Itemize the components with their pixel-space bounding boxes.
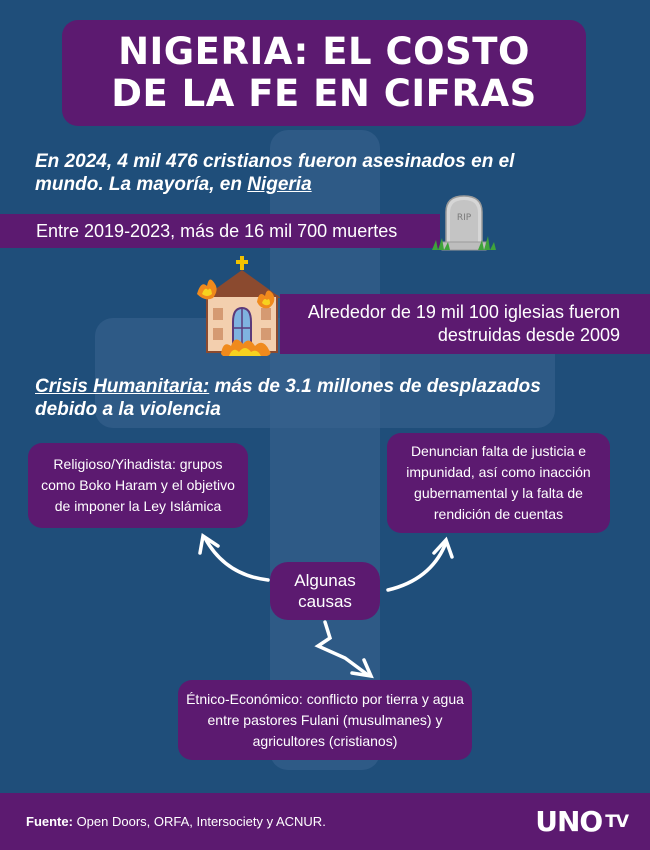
logo-tv-text: TV (605, 811, 628, 832)
causes-center-box (270, 562, 380, 620)
cause-ethnic-text: Étnico-Económico: conflicto por tierra y agua entre pastores Fulani (musulmanes) y agricultores (cristianos) (186, 690, 464, 749)
cause-religious-box (28, 443, 248, 528)
cause-ethnic-box (178, 680, 472, 760)
churches-stat: Alrededor de 19 mil 100 iglesias fueron destruidas desde 2009 (307, 302, 620, 345)
page-title: NIGERIA: EL COSTO DE LA FE EN CIFRAS (111, 30, 537, 115)
arrow-to-ethnic (318, 622, 368, 675)
cause-justice-text: Denuncian falta de justicia e impunidad, así como inacción gubernamental y la falta de rendición de cuentas (406, 443, 591, 522)
cause-religious-text: Religioso/Yihadista: grupos como Boko Haram y el objetivo de imponer la Ley Islámica (41, 456, 235, 514)
source-line (26, 814, 326, 829)
nigeria-link[interactable]: Nigeria (247, 174, 312, 195)
headline-text: En 2024, 4 mil 476 cristianos fueron asesinados en el mundo. La mayoría, en (35, 151, 515, 195)
source-label: Fuente: (26, 814, 73, 829)
crisis-link[interactable]: Crisis Humanitaria: (35, 376, 210, 397)
rip-text: RIP (456, 213, 472, 223)
source-text: Open Doors, ORFA, Intersociety y ACNUR. (72, 814, 326, 829)
crisis-text: más de 3.1 millones de desplazados debido a la violencia (35, 376, 541, 420)
cause-justice-box (387, 433, 610, 533)
footer (0, 793, 650, 850)
arrowhead-ethnic (352, 660, 371, 676)
unotv-logo[interactable] (535, 805, 628, 838)
causes-center-text: Algunas causas (294, 571, 356, 611)
logo-uno-text: UNO (535, 805, 603, 838)
deaths-stat: Entre 2019-2023, más de 16 mil 700 muertes (36, 220, 398, 241)
